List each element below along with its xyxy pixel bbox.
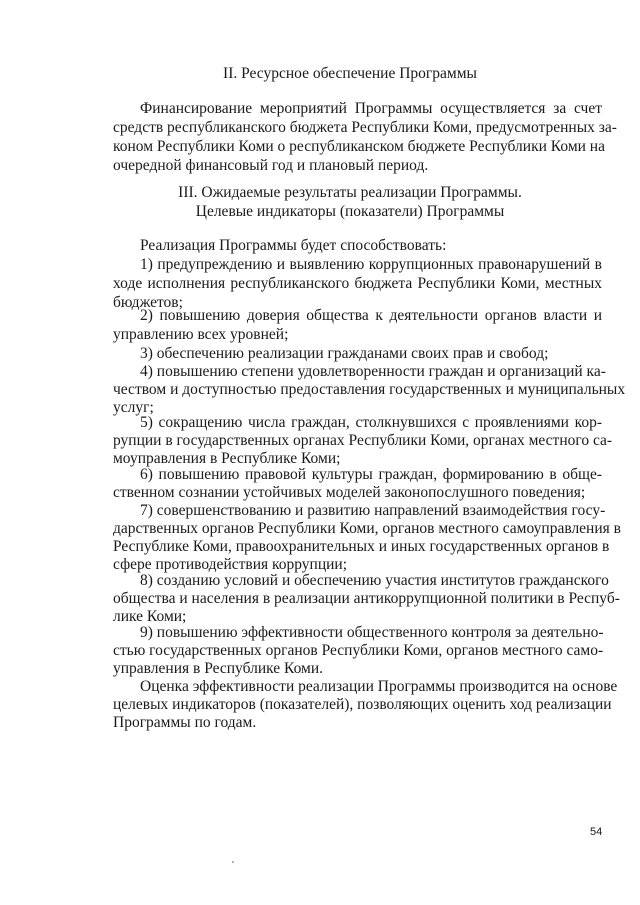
section-3-line: Оценка эффективности реализации Программы производится на основе [140, 678, 618, 695]
section-3-line: чеством и доступностью предоставления государственных и муниципальных [113, 381, 626, 398]
section-3-line: 6) повышению правовой культуры граждан, формированию в обще- [140, 466, 602, 483]
section-3-heading-line-2: Целевые индикаторы (показатели) Программы [195, 203, 505, 220]
page-number: 54 [590, 826, 603, 838]
scan-speck [232, 861, 234, 863]
section-3-intro: Реализация Программы будет способствовать: [140, 237, 447, 254]
section-3-line: управлению всех уровней; [113, 326, 289, 343]
section-2-heading: II. Ресурсное обеспечение Программы [223, 65, 477, 82]
section-3-line: 9) повышению эффективности общественного контроля за деятельно- [140, 624, 604, 641]
section-3-line: целевых индикаторов (показателей), позволяющих оценить ход реализации [113, 696, 612, 713]
section-3-line: сфере противодействия коррупции; [113, 556, 348, 573]
section-3-heading-line-1: III. Ожидаемые результаты реализации Программы. [178, 184, 522, 201]
section-3-line: 8) созданию условий и обеспечению участия институтов гражданского [140, 572, 609, 589]
section-2-line: коном Республики Коми о республиканском бюджете Республики Коми на [113, 138, 605, 155]
section-3-line: 3) обеспечению реализации гражданами своих прав и свобод; [140, 345, 549, 362]
section-3-line: управления в Республике Коми. [113, 660, 324, 677]
section-3-line: ходе исполнения республиканского бюджета Республики Коми, местных [113, 275, 602, 292]
section-3-line: лике Коми; [113, 608, 187, 625]
section-3-line: бюджетов; [113, 294, 183, 311]
section-3-line: 4) повышению степени удовлетворенности граждан и организаций ка- [140, 363, 606, 380]
section-3-line: 5) сокращению числа граждан, столкнувшихся с проявлениями кор- [140, 414, 602, 431]
section-3-line: 2) повышению доверия общества к деятельности органов власти и [140, 307, 602, 324]
section-3-line: общества и населения в реализации антикоррупционной политики в Респуб- [113, 590, 620, 607]
section-2-line: средств республиканского бюджета Республики Коми, предусмотренных за- [113, 119, 617, 136]
section-3-line: 1) предупреждению и выявлению коррупционных правонарушений в [140, 256, 602, 273]
section-3-line: Республике Коми, правоохранительных и иных государственных органов в [113, 538, 610, 555]
section-2-line: очередной финансовый год и плановый период. [113, 157, 429, 174]
section-3-line: рупции в государственных органах Республики Коми, органах местного са- [113, 432, 613, 449]
section-3-line: 7) совершенствованию и развитию направлений взаимодействия госу- [140, 502, 606, 519]
section-2-line: Финансирование мероприятий Программы осуществляется за счет [140, 100, 602, 117]
section-3-line: стью государственных органов Республики Коми, органов местного само- [113, 642, 604, 659]
section-3-line: моуправления в Республике Коми; [113, 450, 341, 467]
section-3-line: дарственных органов Республики Коми, органов местного самоуправления в [113, 520, 621, 537]
section-3-line: услуг; [113, 399, 154, 416]
section-3-line: ственном сознании устойчивых моделей законопослушного поведения; [113, 484, 586, 501]
section-3-line: Программы по годам. [113, 714, 257, 731]
